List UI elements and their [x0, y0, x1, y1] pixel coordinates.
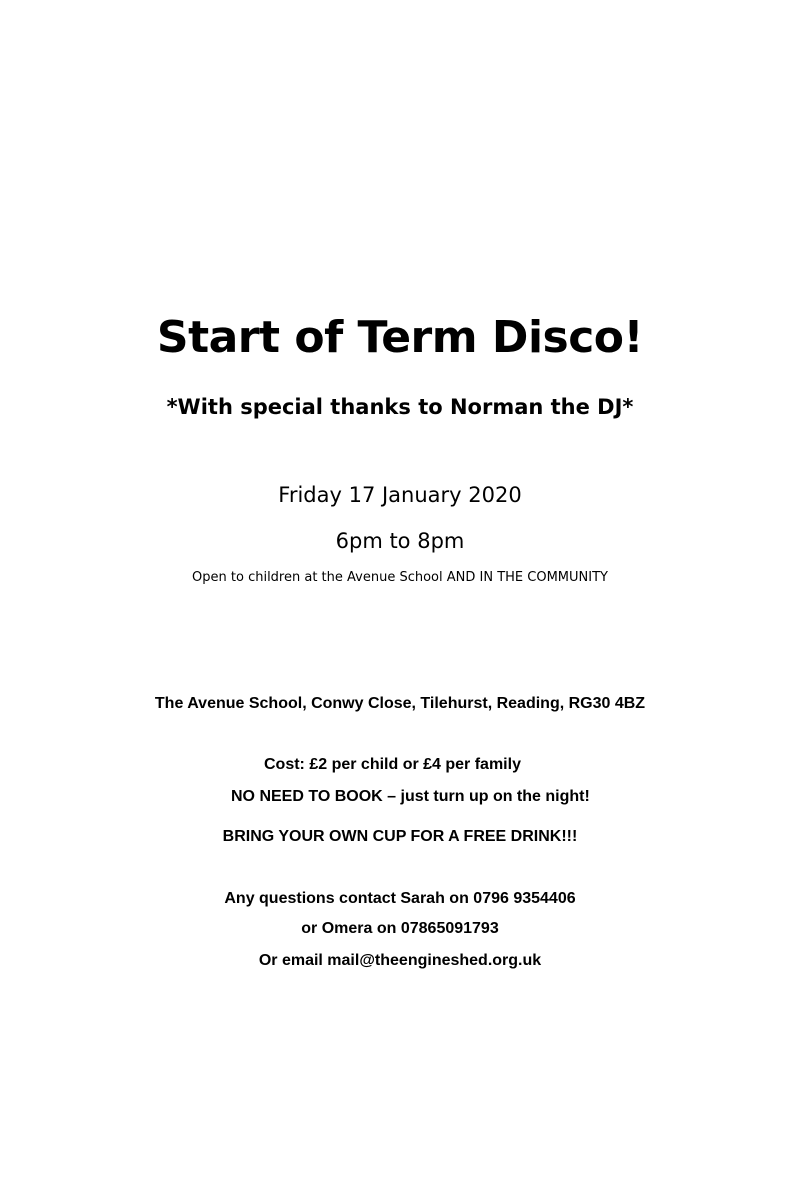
contact-sarah: Any questions contact Sarah on 0796 9354406 — [224, 890, 576, 907]
cup-note: BRING YOUR OWN CUP FOR A FREE DRINK!!! — [222, 828, 578, 845]
cost-info: Cost: £2 per child or £4 per family — [264, 756, 521, 773]
booking-note: NO NEED TO BOOK – just turn up on the night! — [231, 788, 590, 805]
audience-note: Open to children at the Avenue School AND IN THE COMMUNITY — [192, 570, 608, 585]
venue-address: The Avenue School, Conwy Close, Tilehurst, Reading, RG30 4BZ — [154, 695, 646, 712]
flyer-title: Start of Term Disco! — [156, 312, 644, 363]
event-time: 6pm to 8pm — [335, 529, 465, 553]
contact-omera: or Omera on 07865091793 — [301, 920, 499, 937]
event-date: Friday 17 January 2020 — [278, 483, 522, 507]
contact-email: Or email mail@theengineshed.org.uk — [258, 952, 542, 969]
flyer-subtitle: *With special thanks to Norman the DJ* — [166, 395, 634, 419]
